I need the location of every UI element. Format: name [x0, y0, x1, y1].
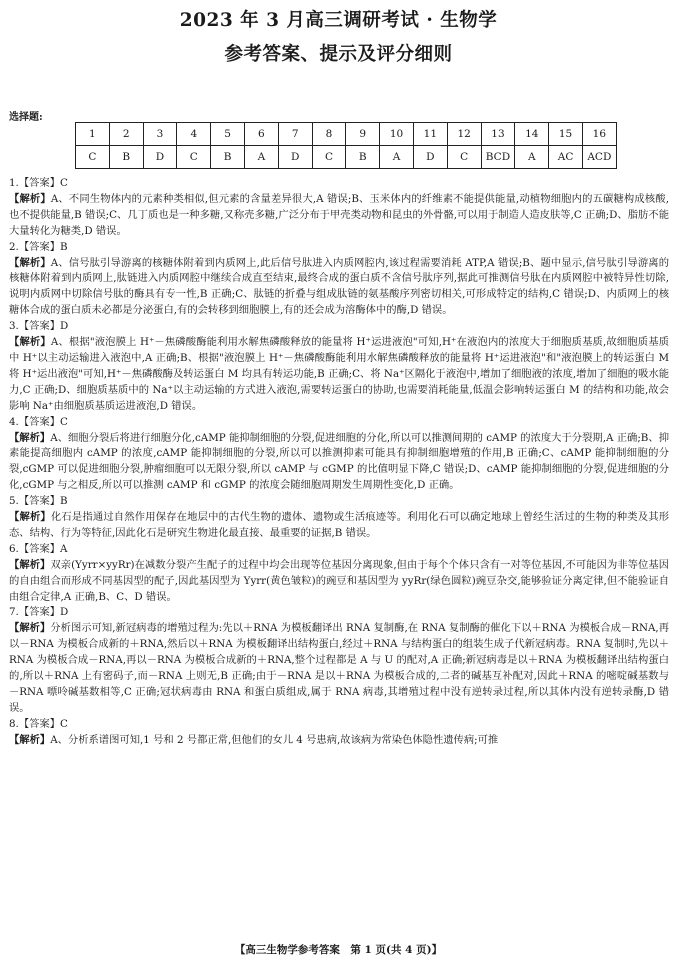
answer-heading: 5.【答案】B	[9, 495, 68, 508]
question-number-cell: 14	[515, 123, 549, 146]
explanation-label: 【解析】	[9, 511, 51, 524]
question-number-cell: 3	[143, 123, 177, 146]
answer-cell: C	[76, 146, 110, 169]
answer-cell: C	[177, 146, 211, 169]
explanation-paragraph	[9, 510, 669, 542]
answer-cell: B	[211, 146, 245, 169]
question-number-cell: 9	[346, 123, 380, 146]
answer-cell: D	[143, 146, 177, 169]
section-label: 选择题:	[9, 112, 43, 123]
page-footer: 【高三生物学参考答案 第 1 页(共 4 页)】	[234, 944, 443, 956]
explanation-text: A、分析系谱图可知,1 号和 2 号都正常,但他们的女儿 4 号患病,故该病为常染色体隐性遗传病;可推	[50, 733, 499, 746]
question-number-cell: 12	[447, 123, 481, 146]
explanation-paragraph	[9, 621, 669, 716]
answer-heading: 1.【答案】C	[9, 177, 68, 189]
explanation-label: 【解析】	[9, 622, 51, 635]
answer-heading: 4.【答案】C	[9, 415, 68, 428]
answer-heading: 3.【答案】D	[9, 320, 69, 333]
explanation-paragraph	[9, 733, 669, 749]
question-number-cell: 1	[76, 123, 110, 146]
answer-cell: A	[515, 146, 549, 169]
answer-cell: ACD	[582, 146, 616, 169]
explanation-label: 【解析】	[9, 192, 51, 205]
answer-heading: 6.【答案】A	[9, 542, 68, 555]
question-number-cell: 15	[549, 123, 583, 146]
question-number-cell: 5	[211, 123, 245, 146]
explanation-paragraph	[9, 192, 669, 240]
question-number-cell: 16	[582, 123, 616, 146]
explanation-text: 分析图示可知,新冠病毒的增殖过程为:先以＋RNA 为模板翻译出 RNA 复制酶,在 RNA 复制酶的催化下以＋RNA 为模板合成－RNA,再以－RNA 为模板合成新的＋RNA,然后以＋RNA 为模板翻译出结构蛋白,经过＋RNA 与结构蛋白的组装生成子代新冠病毒。RNA 复制时,先以＋RNA 为模板合成－RNA,再以－RNA 为模板合成新的＋RNA,整个过程都是 A 与 U 的配对,A 正确;新冠病毒是以＋RNA 为模板翻译出结构蛋白的,所以＋RNA 上有密码子,而－RNA 上则无,B 正确;由于－RNA 是以＋RNA 为模板合成的,二者的碱基互补配对,因此＋RNA 的嘧啶碱基数与－RNA 嘌呤碱基数相等,C 正确;冠状病毒由 RNA 和蛋白质组成,属于 RNA 病毒,其增殖过程中没有逆转录过程,所以其体内没有逆转录酶,D 错误。	[9, 622, 669, 714]
explanation-text: A、不同生物体内的元素种类相似,但元素的含量差异很大,A 错误;B、玉米体内的纤维素不能提供能量,动植物细胞内的五碳糖构成核酸,也不提供能量,B 错误;C、几丁质也是一种多糖,又称壳多糖,广泛分布于甲壳类动物和昆虫的外骨骼,可以用于制造人造皮肤等,C 正确;D、脂肪不能大量转化为糖类,D 错误。	[9, 192, 669, 237]
answer-heading: 8.【答案】C	[9, 717, 68, 730]
answer-cell: A	[380, 146, 414, 169]
explanation-paragraph	[9, 558, 669, 606]
explanation-text: 化石是指通过自然作用保存在地层中的古代生物的遗体、遗物或生活痕迹等。利用化石可以确定地球上曾经生活过的生物的种类及其形态、结构、行为等特征,因此化石是研究生物进化最直接、最重要的证据,B 错误。	[9, 511, 670, 539]
question-number-cell: 7	[278, 123, 312, 146]
explanation-label: 【解析】	[9, 336, 51, 349]
page-title: 2023 年 3 月高三调研考试 · 生物学	[179, 10, 498, 31]
answer-cell: D	[278, 146, 312, 169]
page-subtitle: 参考答案、提示及评分细则	[224, 44, 453, 65]
answer-row	[76, 146, 617, 169]
answer-cell: B	[346, 146, 380, 169]
explanation-paragraph	[9, 431, 669, 495]
answer-cell: D	[413, 146, 447, 169]
answer-cell: C	[312, 146, 346, 169]
question-number-cell: 2	[109, 123, 143, 146]
answer-cell: BCD	[481, 146, 515, 169]
explanation-label: 【解析】	[9, 256, 51, 269]
explanation-text: A、细胞分裂后将进行细胞分化,cAMP 能抑制细胞的分裂,促进细胞的分化,所以可以推测间期的 cAMP 的浓度大于分裂期,A 正确;B、抑素能提高细胞内 cAMP 的浓度,cAMP 能抑制细胞的分裂,所以可以推测抑素可能具有抑制细胞增殖的作用,B 正确;C、cAMP 能抑制细胞的分裂,cGMP 可以促进细胞分裂,肿瘤细胞可以无限分裂,所以 cAMP 与 cGMP 的比值明显下降,C 错误;D、cAMP 能抑制细胞的分裂,促进细胞的分化,cGMP 与之相反,所以可以推测 cAMP 和 cGMP 的浓度会随细胞周期发生周期性变化,D 正确。	[9, 431, 669, 492]
explanation-text: A、信号肽引导游离的核糖体附着到内质网上,此后信号肽进入内质网腔内,该过程需要消耗 ATP,A 错误;B、题中显示,信号肽引导游离的核糖体附着到内质网上,肽链进入内质网腔中继续合成直至结束,最终合成的蛋白质不含信号肽序列,据此可推测信号肽在内质网腔中被特异性切除,说明内质网中切除信号肽的酶具有专一性,B 正确;C、肽链的折叠与组成肽链的氨基酸序列密切相关,可形成特定的结构,C 错误;D、内质网上的核糖体合成的蛋白质未必都是分泌蛋白,有的会转移到细胞膜上,有的还会成为溶酶体中的酶,D 错误。	[9, 256, 669, 317]
explanation-label: 【解析】	[9, 558, 51, 571]
question-number-cell: 8	[312, 123, 346, 146]
question-number-cell: 10	[380, 123, 414, 146]
explanation-label: 【解析】	[9, 733, 51, 746]
explanation-text: A、根据"液泡膜上 H⁺－焦磷酸酶能利用水解焦磷酸释放的能量将 H⁺运进液泡"可知,H⁺在液泡内的浓度大于细胞质基质,故细胞质基质中 H⁺以主动运输进入液泡中,A 正确;B、根据"液泡膜上 H⁺－焦磷酸酶能利用水解焦磷酸释放的能量将 H⁺运进液泡"和"液泡膜上的转运蛋白 M 将 H⁺运出液泡"可知,H⁺－焦磷酸酶及转运蛋白 M 均具有转运功能,B 正确;C、将 Na⁺区隔化于液泡中,增加了细胞液的浓度,增加了细胞的吸水能力,C 正确;D、细胞质基质中的 Na⁺以主动运输的方式进入液泡,需要转运蛋白的协助,也需要消耗能量,低温会影响转运蛋白 M 的结构和功能,故会影响 Na⁺由细胞质基质运进液泡,D 错误。	[9, 336, 670, 412]
answer-cell: A	[244, 146, 278, 169]
answer-cell: C	[447, 146, 481, 169]
explanation-paragraph	[9, 256, 669, 320]
explanation-paragraph	[9, 335, 669, 415]
answer-heading: 7.【答案】D	[9, 606, 69, 619]
question-number-cell: 4	[177, 123, 211, 146]
question-number-cell: 13	[481, 123, 515, 146]
choice-answer-table	[75, 122, 617, 169]
answer-heading: 2.【答案】B	[9, 240, 68, 253]
question-number-cell: 11	[413, 123, 447, 146]
explanation-label: 【解析】	[9, 431, 51, 444]
explanation-text: 双亲(Yyrr×yyRr)在减数分裂产生配子的过程中均会出现等位基因分离现象,但由于每个个体只含有一对等位基因,不可能因为非等位基因的自由组合而形成不同基因型的配子,因此基因型为 Yyrr(黄色皱粒)的豌豆和基因型为 yyRr(绿色圆粒)豌豆杂交,能够验证分离定律,但不能验证自由组合定律,A 正确,B、C、D 错误。	[9, 558, 669, 603]
question-number-row	[76, 123, 617, 146]
answer-cell: AC	[549, 146, 583, 169]
question-number-cell: 6	[244, 123, 278, 146]
answer-cell: B	[109, 146, 143, 169]
explanations	[9, 176, 669, 749]
